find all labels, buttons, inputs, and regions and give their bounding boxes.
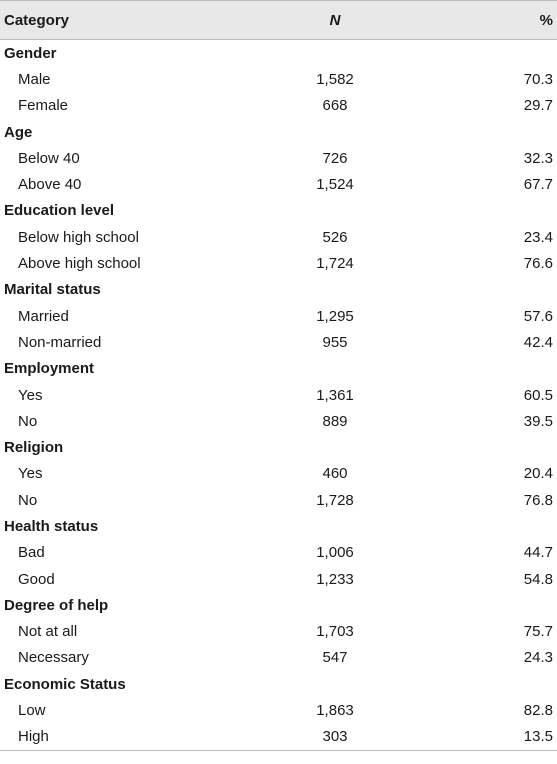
row-label: Low — [18, 702, 46, 720]
group-label: Education level — [4, 202, 115, 220]
row-n: 1,863 — [316, 702, 354, 720]
row-percent: 13.5 — [523, 728, 553, 746]
row-label: Yes — [18, 465, 43, 483]
row-n: 726 — [322, 149, 348, 167]
row-n: 955 — [322, 333, 348, 351]
group-row — [0, 513, 557, 539]
row-percent: 57.6 — [523, 307, 553, 325]
group-label: Marital status — [4, 281, 101, 299]
group-label: Health status — [4, 517, 99, 535]
row-label: Married — [18, 307, 69, 325]
row-label: Good — [18, 570, 55, 588]
header-percent: % — [539, 11, 553, 29]
row-percent: 54.8 — [523, 570, 553, 588]
row-n: 889 — [322, 412, 348, 430]
row-label: Below high school — [18, 228, 139, 246]
row-label: No — [18, 412, 38, 430]
group-label: Age — [4, 123, 33, 141]
row-label: Below 40 — [18, 149, 80, 167]
row-percent: 39.5 — [523, 412, 553, 430]
table-row — [0, 66, 557, 92]
row-percent: 82.8 — [523, 702, 553, 720]
group-row — [0, 671, 557, 697]
row-n: 668 — [322, 97, 348, 115]
row-label: Above high school — [18, 255, 141, 273]
table-row — [0, 461, 557, 487]
row-percent: 76.8 — [523, 491, 553, 509]
table-row — [0, 487, 557, 513]
table-row — [0, 645, 557, 671]
table-row — [0, 619, 557, 645]
group-row — [0, 434, 557, 460]
header-n: N — [329, 11, 341, 29]
table-row — [0, 250, 557, 276]
table-row — [0, 382, 557, 408]
row-percent: 32.3 — [523, 149, 553, 167]
row-label: Yes — [18, 386, 43, 404]
row-n: 1,724 — [316, 255, 354, 273]
header-category: Category — [4, 11, 70, 29]
table-row — [0, 93, 557, 119]
row-n: 526 — [322, 228, 348, 246]
row-n: 1,703 — [316, 623, 354, 641]
group-row — [0, 198, 557, 224]
row-label: Not at all — [18, 623, 78, 641]
row-n: 1,006 — [316, 544, 354, 562]
row-label: Above 40 — [18, 176, 82, 194]
group-row — [0, 119, 557, 145]
row-percent: 44.7 — [523, 544, 553, 562]
group-label: Religion — [4, 439, 64, 457]
group-row — [0, 592, 557, 618]
row-n: 1,524 — [316, 176, 354, 194]
row-n: 1,233 — [316, 570, 354, 588]
row-percent: 24.3 — [523, 649, 553, 667]
row-n: 1,728 — [316, 491, 354, 509]
row-percent: 75.7 — [523, 623, 553, 641]
row-percent: 20.4 — [523, 465, 553, 483]
table-row — [0, 540, 557, 566]
group-label: Degree of help — [4, 596, 109, 614]
group-row — [0, 356, 557, 382]
row-percent: 67.7 — [523, 176, 553, 194]
row-label: Necessary — [18, 649, 89, 667]
row-n: 303 — [322, 728, 348, 746]
table-row — [0, 408, 557, 434]
row-percent: 29.7 — [523, 97, 553, 115]
table-body — [0, 40, 557, 751]
table-row — [0, 329, 557, 355]
table-header — [0, 0, 557, 40]
table-row — [0, 145, 557, 171]
row-percent: 70.3 — [523, 70, 553, 88]
row-percent: 60.5 — [523, 386, 553, 404]
group-label: Employment — [4, 360, 95, 378]
row-percent: 42.4 — [523, 333, 553, 351]
table-row — [0, 171, 557, 197]
table-row — [0, 724, 557, 751]
table-row — [0, 303, 557, 329]
row-n: 1,582 — [316, 70, 354, 88]
row-label: No — [18, 491, 38, 509]
table-row — [0, 697, 557, 723]
row-n: 1,295 — [316, 307, 354, 325]
group-label: Gender — [4, 44, 57, 62]
table-row — [0, 224, 557, 250]
row-percent: 23.4 — [523, 228, 553, 246]
row-n: 547 — [322, 649, 348, 667]
group-row — [0, 40, 557, 66]
row-label: Female — [18, 97, 69, 115]
row-label: High — [18, 728, 49, 746]
row-label: Bad — [18, 544, 45, 562]
table-row — [0, 566, 557, 592]
group-row — [0, 277, 557, 303]
row-n: 460 — [322, 465, 348, 483]
group-label: Economic Status — [4, 675, 126, 693]
row-label: Male — [18, 70, 51, 88]
row-n: 1,361 — [316, 386, 354, 404]
row-percent: 76.6 — [523, 255, 553, 273]
row-label: Non-married — [18, 333, 102, 351]
